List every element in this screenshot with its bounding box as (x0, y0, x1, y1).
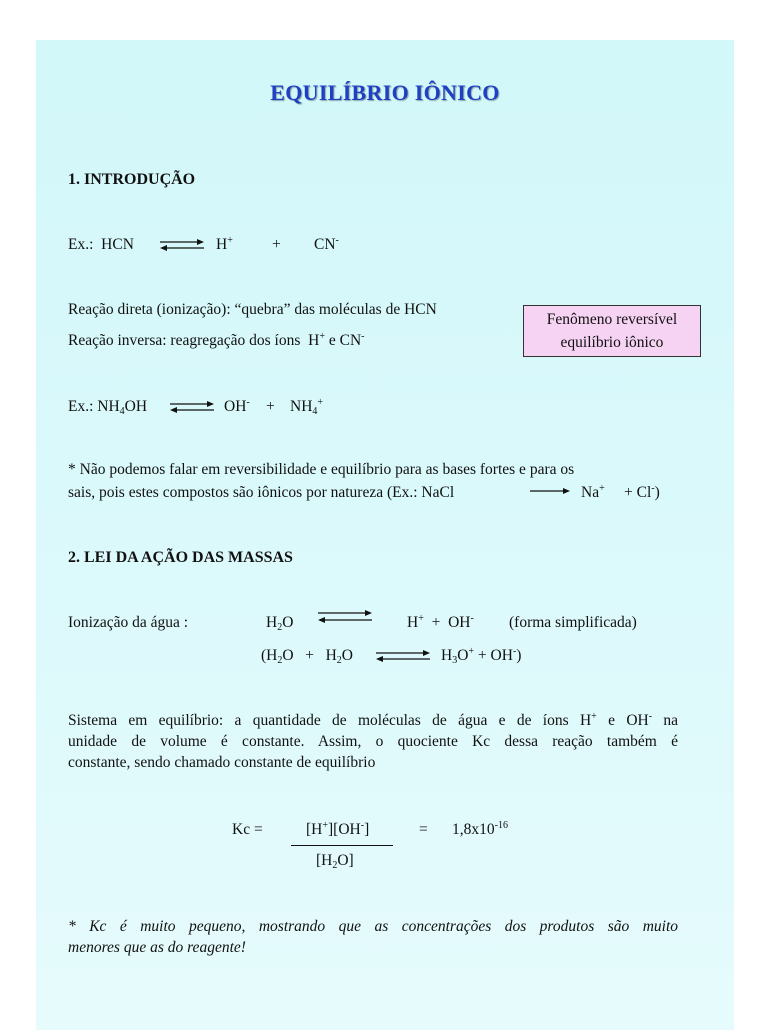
equals-sign: = (419, 821, 428, 838)
ionization-label: Ionização da água : (68, 614, 189, 631)
paragraph-line-1: Sistema em equilíbrio: a quantidade de moléculas de água e de íons H+ e OH- na (68, 711, 679, 729)
document-page (36, 40, 734, 1030)
plus-sign: + (272, 236, 281, 253)
full-reaction-products: $H_3O^+ + OH^-$) (441, 646, 522, 666)
ex-prefix: Ex.: (68, 236, 94, 253)
fraction-bar (291, 845, 393, 846)
product-cn: CN- (314, 235, 339, 253)
kc-value: $1,8x10^{-16}$ (452, 820, 508, 838)
section-heading-lei-acao-massas: 2. LEI DA AÇÃO DAS MASSAS (68, 549, 293, 566)
kc-denominator: $[H_2O]$ (316, 852, 354, 871)
equilibrium-arrow-icon (158, 237, 206, 253)
product-oh: OH- (224, 397, 250, 415)
example-nh4oh: Ex.: $NH_4OH$ (68, 398, 148, 417)
kc-label: Kc = (232, 821, 263, 838)
plus-sign: + (266, 398, 275, 415)
water-products: H+ + OH- (407, 613, 474, 631)
simplified-form-label: (forma simplificada) (509, 614, 637, 631)
paragraph-line-2: unidade de volume é constante. Assim, o quociente Kc dessa reação também é (68, 733, 678, 750)
paragraph-line-3: constante, sendo chamado constante de equilíbrio (68, 754, 376, 771)
equilibrium-paragraph (68, 710, 678, 773)
page-title: EQUILÍBRIO IÔNICO (270, 80, 500, 105)
arrow-right-icon (530, 486, 572, 496)
inverse-reaction-text: Reação inversa: reagregação dos íons H+ e CN- (68, 331, 365, 349)
note-line-2: sais, pois estes compostos são iônicos por natureza (Ex.: NaCl (68, 484, 455, 501)
section-heading-introducao: 1. INTRODUÇÃO (68, 171, 196, 188)
conclusion-line-2: menores que as do reagente! (68, 939, 246, 956)
example-hcn (68, 236, 134, 254)
product-nh4: $NH_4^+$ (290, 397, 324, 417)
equilibrium-arrow-icon (374, 648, 432, 664)
full-reaction-reactants: ($H_2O$ + $H_2O$ (261, 647, 353, 666)
ex-reactant: HCN (101, 236, 134, 253)
product-h: H+ (216, 235, 233, 253)
water-formula: $H_2O$ (266, 614, 294, 633)
note-cl: + Cl-) (624, 483, 660, 501)
note-line-1: * Não podemos falar em reversibilidade e equilíbrio para as bases fortes e para os (68, 461, 575, 478)
equilibrium-arrow-icon (316, 608, 374, 624)
reversible-phenomenon-box (523, 305, 701, 357)
direct-reaction-text: Reação direta (ionização): “quebra” das moléculas de HCN (68, 301, 437, 318)
note-na: Na+ (581, 483, 605, 501)
equilibrium-arrow-icon (168, 399, 216, 415)
conclusion-note (68, 916, 678, 958)
box-line-1: Fenômeno reversível (546, 311, 678, 328)
conclusion-line-1: * Kc é muito pequeno, mostrando que as concentrações dos produtos são muito (68, 918, 678, 935)
box-line-2: equilíbrio iônico (560, 334, 664, 351)
kc-numerator: [H+][OH-] (306, 820, 370, 838)
